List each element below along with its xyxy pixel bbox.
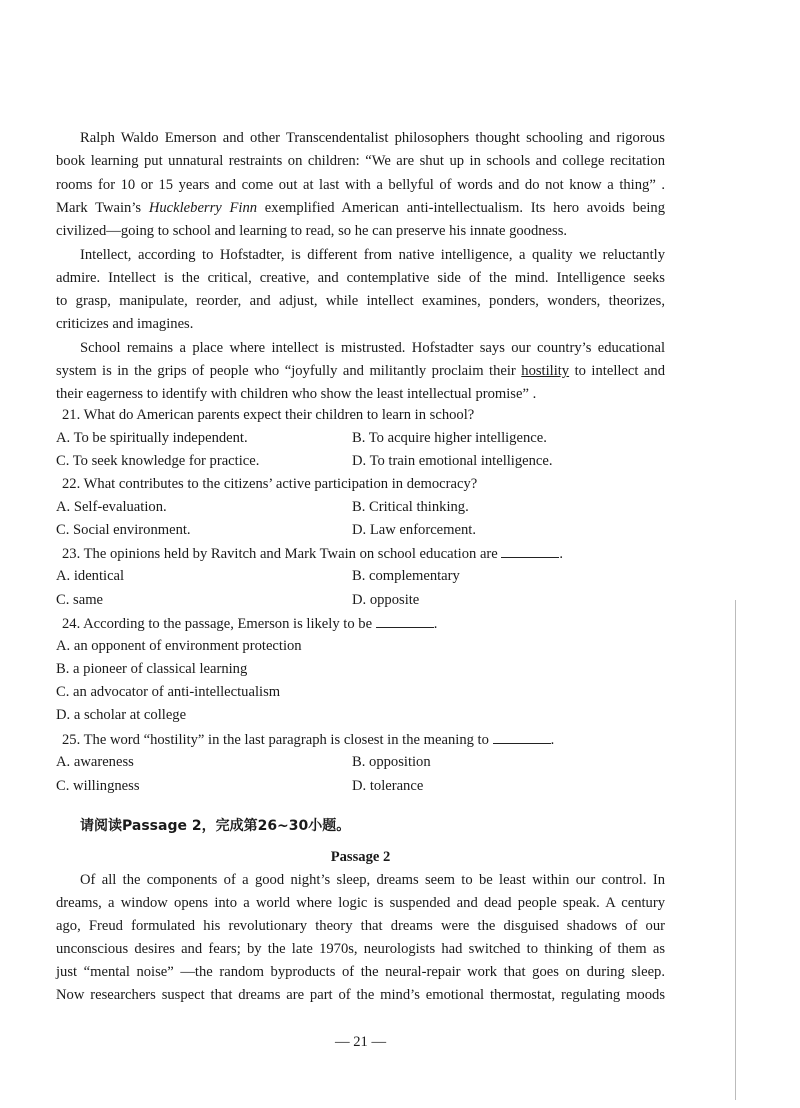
q24-stem: 24. According to the passage, Emerson is likely to be . [62, 613, 671, 634]
p3-line [56, 361, 665, 381]
text: 23. The opinions held by Ravitch and Mark Twain on school education are [62, 546, 498, 562]
p1-line: book learning put unnatural restraints on children: “We are shut up in schools and college recitation [56, 153, 665, 169]
q23-option-b: B. complementary [352, 568, 460, 584]
q23-option-a: A. identical [56, 568, 125, 584]
q21-stem: 21. What do American parents expect their children to learn in school? [62, 407, 475, 423]
text: Mark Twain’s [56, 200, 149, 216]
q25-option-d: D. tolerance [352, 778, 424, 794]
underlined-word: hostility [521, 363, 570, 379]
q25-option-a: A. awareness [56, 754, 134, 770]
passage2-line: just “mental noise” —the random byproducts of the neural-repair work that goes on during sleep. [56, 964, 665, 980]
p1-line: rooms for 10 or 15 years and come out at last with a bellyful of words and do not know a thing” . [56, 177, 665, 193]
q21-option-c: C. To seek knowledge for practice. [56, 453, 260, 469]
p3-line: their eagerness to identify with children who show the least intellectual promise” . [56, 386, 537, 402]
passage2-line: ago, Freud formulated his revolutionary theory that dreams were the disguised shadows of our [56, 918, 665, 934]
p2-line: admire. Intellect is the critical, creative, and contemplative side of the mind. Intelligence seeks [56, 270, 665, 286]
q23-option-c: C. same [56, 592, 104, 608]
scan-edge-line [735, 600, 736, 1100]
text: 24. According to the passage, Emerson is likely to be [62, 616, 373, 632]
answer-blank [493, 729, 551, 744]
answer-blank [376, 613, 434, 628]
text: exemplified American anti-intellectualism. Its hero avoids being [257, 200, 665, 216]
passage2-line: Of all the components of a good night’s sleep, dreams seem to be least within our control. In [80, 872, 665, 888]
q24-option-b: B. a pioneer of classical learning [56, 661, 248, 677]
passage2-line: dreams, a window opens into a world where logic is suspended and dead people speak. A century [56, 895, 665, 911]
q24-option-a: A. an opponent of environment protection [56, 638, 302, 654]
q23-stem: 23. The opinions held by Ravitch and Mark Twain on school education are . [62, 543, 671, 564]
q22-option-c: C. Social environment. [56, 522, 191, 538]
q24-option-d: D. a scholar at college [56, 707, 187, 723]
p2-line: to grasp, manipulate, reorder, and adjust, while intellect examines, ponders, wonders, theorizes, [56, 293, 665, 309]
q22-option-d: D. Law enforcement. [352, 522, 476, 538]
answer-blank [501, 543, 559, 558]
q22-option-a: A. Self-evaluation. [56, 499, 167, 515]
p1-line: Ralph Waldo Emerson and other Transcendentalist philosophers thought schooling and rigorous [80, 130, 665, 146]
q21-option-b: B. To acquire higher intelligence. [352, 430, 547, 446]
q21-option-d: D. To train emotional intelligence. [352, 453, 553, 469]
q25-option-c: C. willingness [56, 778, 140, 794]
text: 25. The word “hostility” in the last paragraph is closest in the meaning to [62, 732, 489, 748]
q25-option-b: B. opposition [352, 754, 431, 770]
q23-option-d: D. opposite [352, 592, 420, 608]
p2-line: criticizes and imagines. [56, 316, 194, 332]
passage2-line: Now researchers suspect that dreams are part of the mind’s emotional thermostat, regulating moods [56, 987, 665, 1003]
q22-option-b: B. Critical thinking. [352, 499, 469, 515]
q25-stem: 25. The word “hostility” in the last paragraph is closest in the meaning to . [62, 729, 671, 750]
p1-line [56, 198, 665, 218]
q24-option-c: C. an advocator of anti-intellectualism [56, 684, 281, 700]
p3-line: School remains a place where intellect is mistrusted. Hofstadter says our country’s educational [80, 340, 665, 356]
page-number: — 21 — [334, 1034, 387, 1050]
p1-line: civilized—going to school and learning to read, so he can preserve his innate goodness. [56, 223, 568, 239]
q21-option-a: A. To be spiritually independent. [56, 430, 248, 446]
passage2-title: Passage 2 [330, 849, 391, 865]
passage2-line: unconscious desires and fears; by the late 1970s, neurologists had switched to thinking of them as [56, 941, 665, 957]
p2-line: Intellect, according to Hofstadter, is different from native intelligence, a quality we reluctantly [80, 247, 665, 263]
book-title: Huckleberry Finn [148, 200, 258, 216]
text: system is in the grips of people who “joyfully and militantly proclaim their [56, 363, 522, 379]
passage2-instruction: 请阅读Passage 2，完成第26~30小题。 [80, 818, 351, 834]
text: to intellect and [569, 363, 665, 379]
q22-stem: 22. What contributes to the citizens’ active participation in democracy? [62, 476, 478, 492]
